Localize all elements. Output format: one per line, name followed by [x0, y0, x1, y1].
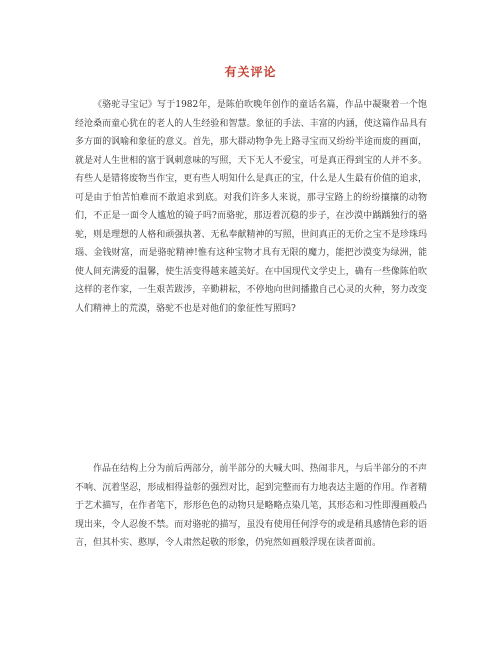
body-paragraph-2: 作品在结构上分为前后两部分，前半部分的大喊大叫、热闹非凡，与后半部分的不声不响、沉着坚忍，形成相得益彰的强烈对比，起到完整而有力地表达主题的作用。作者精于艺术描写，在作者笔下，形形色色的动物只是略略点染几笔，其形态和习性即漫画般凸现出来，令人忍俊不禁。而对骆驼的描写，虽没有使用任何浮夸的或是稍具感情色彩的语言，但其朴实、憨厚，令人肃然起敬的形象，仍宛然如画般浮现在读者面前。: [75, 464, 427, 548]
body-paragraph-1: 《骆驼寻宝记》写于1982年，是陈伯吹晚年创作的童话名篇，作品中凝聚着一个饱经沧桑而童心犹在的老人的人生经验和智慧。象征的手法、丰富的内涵，使这篇作品具有多方面的讽喻和象征的意义。首先，那大群动物争先上路寻宝而又纷纷半途而废的画面，就是对人生世相的富于讽刺意味的写照，天下无人不爱宝，可是真正得到宝的人并不多。有些人是错将废物当作宝，更有些人明知什么是真正的宝，什么是人生最有价值的追求，可是由于怕苦怕难而不敢追求到底。对我们许多人来说，那寻宝路上的纷纷攘攘的动物们，不正是一面令人尴尬的镜子吗?而骆驼，那迈着沉稳的步子，在沙漠中踽踽独行的骆驼，则是理想的人格和顽强执著、无私奉献精神的写照，世间真正的无价之宝不是珍珠玛瑙、金钱财富，而是骆驼精神!惟有这种宝物才具有无限的魔力，能把沙漠变为绿洲，能使人间充满爱的温馨，使生活变得越来越美好。在中国现代文学史上，确有一些像陈伯吹这样的老作家，一生艰苦跋涉，辛勤耕耘，不停地向世间播撒自己心灵的火种，努力改变人们精神上的荒漠，骆驼不也是对他们的象征性写照吗?: [75, 100, 427, 314]
document-title: 有关评论: [224, 65, 277, 79]
